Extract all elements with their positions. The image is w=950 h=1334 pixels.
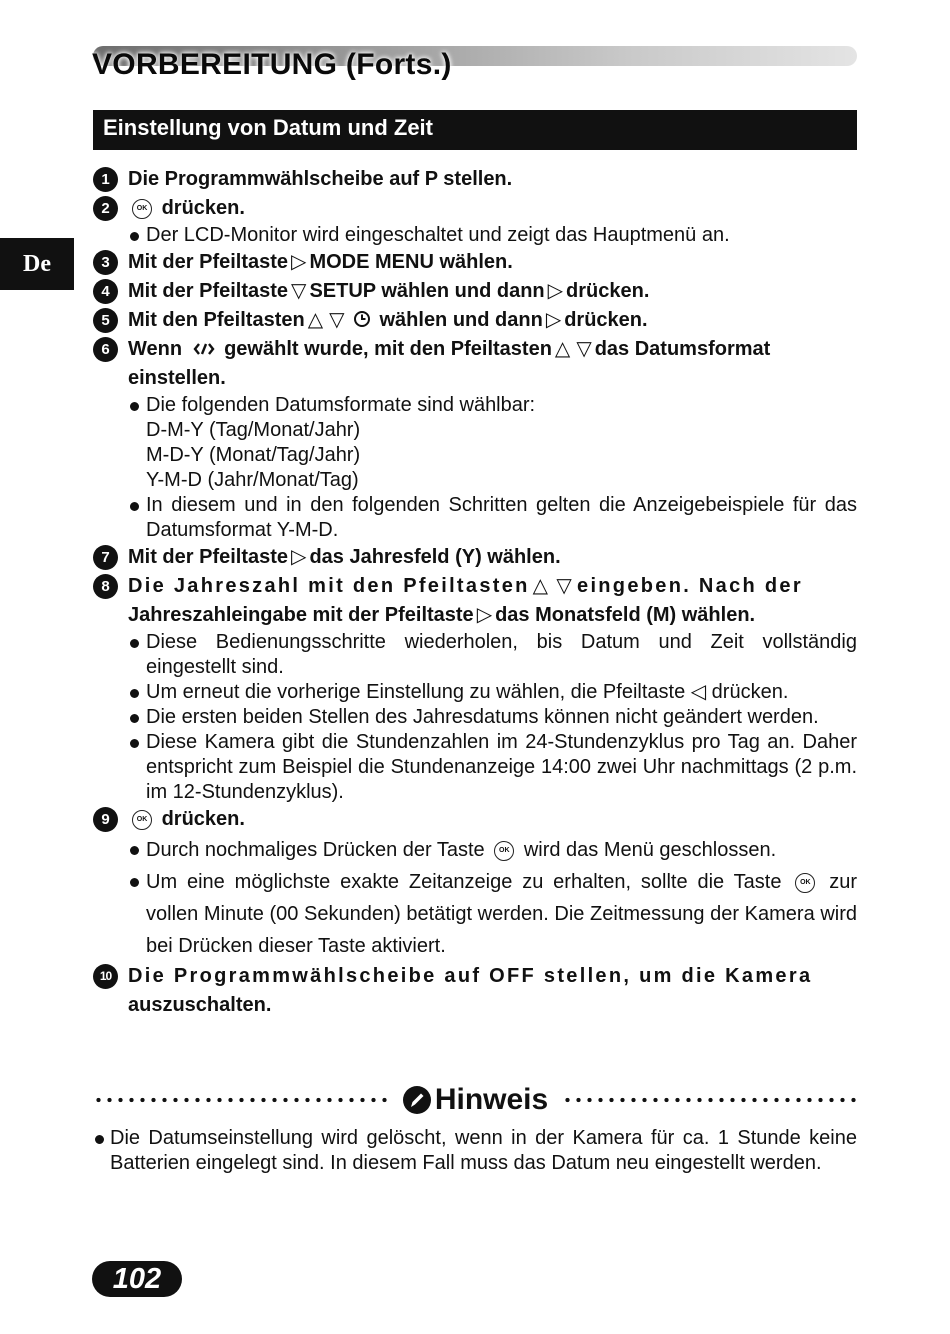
step-text: Mit der Pfeiltaste <box>128 546 289 568</box>
arrow-right-icon: ▷ <box>476 604 493 626</box>
step-text: Mit der Pfeiltaste <box>128 251 289 273</box>
step-9 <box>93 805 857 834</box>
step-number: 6 <box>93 337 118 362</box>
step-text: Wenn <box>128 338 183 360</box>
step-4 <box>93 277 857 306</box>
ok-button-icon: OK <box>132 199 152 219</box>
step-text: Mit den Pfeiltasten <box>128 309 305 331</box>
bullet-item: Die ersten beiden Stellen des Jahresdatums können nicht geändert werden. <box>93 705 857 730</box>
step-text: wählen und dann <box>379 309 543 331</box>
clock-icon <box>353 310 371 328</box>
bullet-item: Um erneut die vorherige Einstellung zu wählen, die Pfeiltaste ◁ drücken. <box>93 680 857 705</box>
arrow-down-icon: ▽ <box>576 338 592 360</box>
step-text: Jahreszahleingabe mit der Pfeiltaste <box>128 604 474 626</box>
step-text: das Monatsfeld (M) wählen. <box>495 604 756 626</box>
note-pencil-icon <box>402 1085 432 1115</box>
step-number: 10 <box>93 964 118 989</box>
bullet-item: Diese Bedienungsschritte wiederholen, bis Datum und Zeit vollständig eingestellt sind. <box>93 630 857 680</box>
dotted-line-right <box>562 1097 857 1103</box>
page-title: VORBEREITUNG (Forts.) <box>92 48 452 81</box>
step-text: Die Programmwählscheibe auf P stellen. <box>128 168 513 190</box>
ok-button-icon: OK <box>795 873 815 893</box>
arrow-up-icon: △ <box>554 338 571 360</box>
bullet-item: Diese Kamera gibt die Stundenzahlen im 24-Stundenzyklus pro Tag an. Daher entspricht zum Beispiel die Stundenanzeige 14:00 zwei Uhr nachmittags (2 p.m. im 12-Stundenzyklus). <box>93 730 857 805</box>
date-format-option: Y-M-D (Jahr/Monat/Tag) <box>146 469 359 491</box>
ok-button-icon: OK <box>494 841 514 861</box>
arrow-down-icon: ▽ <box>291 280 307 302</box>
step-number: 5 <box>93 308 118 333</box>
note-title: Hinweis <box>434 1083 549 1116</box>
step-number: 8 <box>93 574 118 599</box>
step-text: MODE MENU wählen. <box>309 251 513 273</box>
bullet-text: Durch nochmaliges Drücken der Taste <box>146 839 485 861</box>
bullet-item: Die folgenden Datumsformate sind wählbar: <box>93 393 857 418</box>
arrow-down-icon: ▽ <box>556 575 575 597</box>
arrow-right-icon: ▷ <box>291 251 307 273</box>
language-tab: De <box>0 238 74 290</box>
step-number: 1 <box>93 167 118 192</box>
date-format-option: M-D-Y (Monat/Tag/Jahr) <box>146 444 361 466</box>
section-header: Einstellung von Datum und Zeit <box>93 110 857 150</box>
step-text: eingeben. Nach der <box>577 575 803 597</box>
step-10 <box>93 962 857 1020</box>
step-text: drücken. <box>566 280 650 302</box>
step-text: auszuschalten. <box>128 994 272 1016</box>
note-heading <box>402 1083 548 1117</box>
bullet-item <box>93 866 857 962</box>
step-1 <box>93 165 857 194</box>
date-format-option: D-M-Y (Tag/Monat/Jahr) <box>146 419 361 441</box>
page-number: 102 <box>92 1261 182 1297</box>
step-3 <box>93 248 857 277</box>
step-text: drücken. <box>161 808 245 830</box>
step-text: SETUP wählen und dann <box>309 280 545 302</box>
step-5 <box>93 306 857 335</box>
step-number: 9 <box>93 807 118 832</box>
arrow-right-icon: ▷ <box>291 546 307 568</box>
step-text: drücken. <box>564 309 648 331</box>
ok-button-icon: OK <box>132 810 152 830</box>
bullet-text: zur vollen Minute (00 Sekunden) betätigt werden. Die Zeitmessung der Kamera wird bei Drücken dieser Taste aktiviert. <box>146 871 857 957</box>
bullet-text: wird das Menü geschlossen. <box>523 839 777 861</box>
step-number: 3 <box>93 250 118 275</box>
bullet-item <box>93 834 857 866</box>
step-text: drücken. <box>161 197 245 219</box>
step-8 <box>93 572 857 630</box>
step-number: 7 <box>93 545 118 570</box>
date-cycle-icon <box>192 341 216 357</box>
arrow-right-icon: ▷ <box>545 309 562 331</box>
arrow-down-icon: ▽ <box>329 309 345 331</box>
step-number: 4 <box>93 279 118 304</box>
dotted-line-left <box>93 1097 388 1103</box>
step-2 <box>93 194 857 223</box>
step-6 <box>93 335 857 393</box>
step-text: das Jahresfeld (Y) wählen. <box>309 546 561 568</box>
step-text: Die Programmwählscheibe auf OFF stellen, um die Kamera <box>128 965 813 987</box>
arrow-up-icon: △ <box>307 309 324 331</box>
bullet-text: Um eine möglichste exakte Zeitanzeige zu erhalten, sollte die Taste <box>146 871 782 893</box>
note-divider <box>93 1080 857 1120</box>
step-text: gewählt wurde, mit den Pfeiltasten <box>224 338 552 360</box>
instructions <box>93 165 857 1020</box>
step-text: Mit der Pfeiltaste <box>128 280 289 302</box>
step-number: 2 <box>93 196 118 221</box>
bullet-item: Der LCD-Monitor wird eingeschaltet und zeigt das Hauptmenü an. <box>93 223 857 248</box>
note-text: Die Datumseinstellung wird gelöscht, wenn in der Kamera für ca. 1 Stunde keine Batterien eingelegt sind. In diesem Fall muss das Datum neu eingestellt werden. <box>93 1126 857 1176</box>
step-7 <box>93 543 857 572</box>
step-text: Die Jahreszahl mit den Pfeiltasten <box>128 575 530 597</box>
step-text: das Datumsformat einstellen. <box>128 338 771 389</box>
bullet-item: In diesem und in den folgenden Schritten gelten die Anzeigebeispiele für das Datumsformat Y-M-D. <box>93 493 857 543</box>
arrow-right-icon: ▷ <box>547 280 564 302</box>
arrow-up-icon: △ <box>532 575 551 597</box>
